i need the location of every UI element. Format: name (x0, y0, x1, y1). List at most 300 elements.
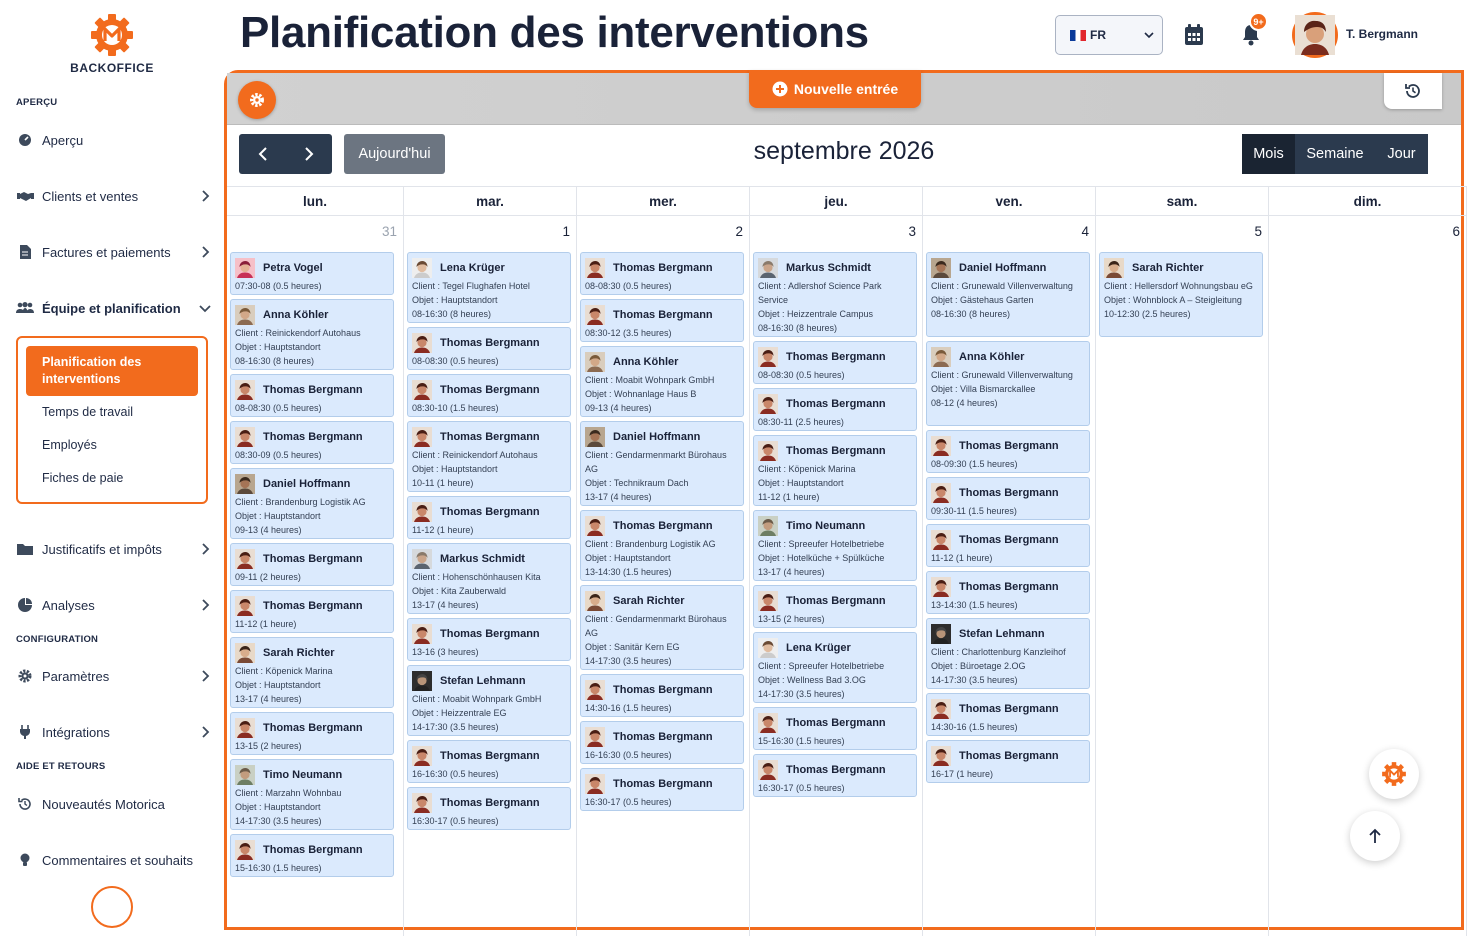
nav-planification-interventions[interactable]: Planification des interventions (26, 346, 198, 396)
event-time: 11-12 (1 heure) (235, 619, 297, 629)
event-card[interactable] (926, 571, 1090, 614)
chevron-right-icon (198, 245, 212, 259)
employee-avatar (235, 380, 255, 400)
event-header (235, 380, 389, 400)
event-employee-name: Thomas Bergmann (440, 797, 540, 809)
event-employee-name: Timo Neumann (786, 520, 866, 532)
day-cell[interactable] (750, 216, 923, 936)
event-time: 07:30-08 (0.5 heures) (235, 281, 322, 291)
employee-avatar (931, 624, 951, 644)
event-time: 15-16:30 (1.5 heures) (758, 736, 845, 746)
employee-avatar (235, 765, 255, 785)
nav-justificatifs[interactable] (16, 535, 212, 563)
assistant-button[interactable] (1369, 749, 1419, 799)
event-card[interactable] (230, 712, 394, 755)
today-button[interactable]: Aujourd'hui (344, 134, 445, 174)
event-time: 09:30-11 (1.5 heures) (931, 506, 1017, 516)
weekday-header: sam. (1096, 186, 1269, 216)
nav-parametres[interactable] (16, 662, 212, 690)
event-employee-name: Lena Krüger (786, 642, 851, 654)
nav-analyses[interactable] (16, 591, 212, 619)
day-number[interactable]: 1 (562, 224, 570, 239)
nav-clients-label: Clients et ventes (42, 188, 139, 204)
event-header (235, 596, 389, 616)
event-card[interactable] (580, 674, 744, 717)
event-time: 08:30-12 (3.5 heures) (585, 328, 672, 338)
event-time: 09-11 (2 heures) (235, 572, 301, 582)
event-detail: Client : Hohenschönhausen Kita (412, 572, 541, 582)
employee-avatar (235, 840, 255, 860)
event-time: 08:30-09 (0.5 heures) (235, 450, 322, 460)
event-header (235, 549, 389, 569)
event-detail: Client : Moabit Wohnpark GmbH (585, 375, 715, 385)
event-employee-name: Anna Köhler (613, 356, 679, 368)
gear-icon (249, 92, 265, 108)
event-card[interactable] (230, 759, 394, 830)
event-time: 11-12 (1 heure) (758, 492, 820, 502)
invoice-icon (16, 244, 34, 260)
submenu-equipe (16, 336, 208, 504)
employee-avatar (412, 502, 432, 522)
employee-avatar (758, 760, 778, 780)
event-employee-name: Thomas Bergmann (786, 717, 886, 729)
chevron-right-icon (198, 669, 212, 683)
employee-avatar (235, 474, 255, 494)
event-time: 14:30-16 (1.5 heures) (931, 722, 1018, 732)
employee-avatar (758, 713, 778, 733)
event-header (235, 258, 389, 278)
event-card[interactable] (407, 421, 571, 492)
event-card[interactable] (230, 374, 394, 417)
nav-integrations-label: Intégrations (42, 724, 110, 740)
event-employee-name: Stefan Lehmann (440, 675, 526, 687)
event-card[interactable] (230, 299, 394, 370)
event-employee-name: Petra Vogel (263, 262, 323, 274)
event-header (412, 624, 566, 644)
event-employee-name: Thomas Bergmann (263, 431, 363, 443)
gear-logo-icon (89, 12, 135, 58)
employee-avatar (931, 530, 951, 550)
event-employee-name: Lena Krüger (440, 262, 505, 274)
section-aide-retours: AIDE ET RETOURS (16, 761, 106, 772)
event-card[interactable] (407, 496, 571, 539)
event-detail: Client : Brandenburg Logistik AG (235, 497, 366, 507)
event-employee-name: Thomas Bergmann (613, 309, 713, 321)
day-number[interactable]: 6 (1452, 224, 1460, 239)
employee-avatar (758, 394, 778, 414)
event-detail: Objet : Büroetage 2.OG (931, 661, 1026, 671)
event-employee-name: Sarah Richter (1132, 262, 1204, 274)
event-header (412, 427, 566, 447)
event-card[interactable] (580, 252, 744, 295)
language-value: FR (1090, 28, 1106, 42)
day-number[interactable]: 2 (735, 224, 743, 239)
event-detail: Client : Marzahn Wohnbau (235, 788, 342, 798)
weekday-header: mer. (577, 186, 750, 216)
event-header (235, 718, 389, 738)
event-card[interactable] (407, 374, 571, 417)
event-employee-name: Thomas Bergmann (613, 262, 713, 274)
event-card[interactable] (1099, 252, 1263, 337)
event-header (931, 436, 1085, 456)
day-cell[interactable] (1096, 216, 1269, 936)
nav-nouveautes[interactable] (16, 790, 212, 818)
event-card[interactable] (230, 834, 394, 877)
event-employee-name: Anna Köhler (959, 351, 1025, 363)
nav-fiches-paie[interactable]: Fiches de paie (42, 471, 124, 485)
section-apercu: APERÇU (16, 97, 58, 108)
employee-avatar (235, 427, 255, 447)
event-time: 13-16 (3 heures) (412, 647, 479, 657)
event-card[interactable] (407, 740, 571, 783)
event-time: 08-08:30 (0.5 heures) (758, 370, 845, 380)
event-header (758, 638, 912, 658)
event-time: 13-15 (2 heures) (235, 741, 302, 751)
employee-avatar (412, 427, 432, 447)
event-employee-name: Daniel Hoffmann (959, 262, 1047, 274)
event-detail: Objet : Wohnanlage Haus B (585, 389, 697, 399)
employee-avatar (585, 305, 605, 325)
weekday-header: ven. (923, 186, 1096, 216)
event-time: 13-14:30 (1.5 heures) (585, 567, 672, 577)
event-card[interactable] (753, 510, 917, 581)
event-detail: Objet : Hauptstandort (585, 553, 671, 563)
event-time: 11-12 (1 heure) (931, 553, 993, 563)
lightbulb-icon (16, 852, 34, 868)
event-time: 13-17 (4 heures) (412, 600, 479, 610)
employee-avatar (931, 258, 951, 278)
event-employee-name: Anna Köhler (263, 309, 329, 321)
event-employee-name: Thomas Bergmann (786, 595, 886, 607)
event-card[interactable] (753, 632, 917, 703)
event-time: 10-11 (1 heure) (412, 478, 474, 488)
new-entry-label: Nouvelle entrée (793, 81, 899, 97)
event-card[interactable] (407, 327, 571, 370)
user-avatar[interactable] (1292, 12, 1338, 58)
employee-avatar (585, 680, 605, 700)
event-employee-name: Sarah Richter (613, 595, 685, 607)
event-detail: Objet : Heizzentrale Campus (758, 309, 874, 319)
nav-equipe-planification[interactable] (16, 294, 212, 322)
event-header (931, 746, 1085, 766)
event-card[interactable] (926, 618, 1090, 689)
user-name[interactable]: T. Bergmann (1346, 27, 1419, 41)
event-card[interactable] (753, 435, 917, 506)
event-time: 13-17 (4 heures) (585, 492, 652, 502)
employee-avatar (585, 727, 605, 747)
event-card[interactable] (407, 665, 571, 736)
chevron-right-icon (198, 725, 212, 739)
event-employee-name: Thomas Bergmann (959, 581, 1059, 593)
event-header (758, 394, 912, 414)
event-time: 08-16:30 (8 heures) (758, 323, 838, 333)
calendar-icon[interactable] (1184, 24, 1204, 51)
nav-commentaires-label: Commentaires et souhaits (42, 852, 194, 868)
employee-avatar (931, 347, 951, 367)
event-employee-name: Thomas Bergmann (613, 778, 713, 790)
employee-avatar (412, 258, 432, 278)
event-header (412, 746, 566, 766)
chevron-right-icon (304, 147, 314, 161)
event-header (1104, 258, 1258, 278)
event-detail: Objet : Hotelküche + Spülküche (758, 553, 885, 563)
employee-avatar (235, 305, 255, 325)
event-card[interactable] (926, 341, 1090, 426)
sidebar (0, 0, 224, 900)
event-card[interactable] (230, 421, 394, 464)
event-card[interactable] (753, 341, 917, 384)
nav-employes[interactable]: Employés (42, 438, 97, 452)
employee-avatar (585, 591, 605, 611)
event-detail: Objet : Wellness Bad 3.OG (758, 675, 866, 685)
event-card[interactable] (580, 585, 744, 670)
event-card[interactable] (407, 787, 571, 830)
event-header (931, 699, 1085, 719)
employee-avatar (758, 258, 778, 278)
employee-avatar (235, 596, 255, 616)
event-card[interactable] (407, 252, 571, 323)
event-card[interactable] (926, 252, 1090, 337)
event-header (585, 591, 739, 611)
day-number[interactable]: 4 (1081, 224, 1089, 239)
event-header (931, 347, 1085, 367)
day-cell[interactable] (404, 216, 577, 936)
pie-chart-icon (16, 597, 34, 613)
employee-avatar (931, 746, 951, 766)
event-time: 09-13 (4 heures) (235, 525, 302, 535)
event-time: 14-17:30 (3.5 heures) (931, 675, 1018, 685)
event-detail: Objet : Wohnblock A – Steigleitung (1104, 295, 1242, 305)
nav-apercu-label: Aperçu (42, 132, 84, 148)
event-card[interactable] (580, 346, 744, 417)
event-time: 13-14:30 (1.5 heures) (931, 600, 1018, 610)
event-time: 10-12:30 (2.5 heures) (1104, 309, 1191, 319)
employee-avatar (412, 793, 432, 813)
event-detail: Client : Brandenburg Logistik AG (585, 539, 716, 549)
employee-avatar (412, 746, 432, 766)
prev-month-button[interactable] (239, 134, 286, 174)
nav-parametres-label: Paramètres (42, 668, 110, 684)
event-detail: Client : Gendarmenmarkt Bürohaus AG (585, 450, 727, 474)
view-week-button[interactable]: Semaine (1295, 134, 1375, 174)
view-day-button[interactable]: Jour (1375, 134, 1428, 174)
nav-analyses-label: Analyses (42, 597, 95, 613)
event-card[interactable] (926, 740, 1090, 783)
event-header (931, 530, 1085, 550)
event-detail: Objet : Kita Zauberwald (412, 586, 507, 596)
event-detail: Client : Moabit Wohnpark GmbH (412, 694, 542, 704)
weekday-header: jeu. (750, 186, 923, 216)
dashboard-icon (16, 132, 34, 148)
event-header (585, 680, 739, 700)
event-header (931, 624, 1085, 644)
event-employee-name: Thomas Bergmann (613, 684, 713, 696)
french-flag-icon (1070, 30, 1086, 41)
nav-factures-label: Factures et paiements (42, 244, 171, 260)
employee-avatar (931, 577, 951, 597)
event-time: 13-17 (4 heures) (758, 567, 825, 577)
nav-factures[interactable] (16, 238, 212, 266)
event-employee-name: Thomas Bergmann (263, 553, 363, 565)
event-employee-name: Thomas Bergmann (959, 440, 1059, 452)
event-card[interactable] (230, 468, 394, 539)
event-detail: Objet : Hauptstandort (235, 680, 321, 690)
view-month-button[interactable]: Mois (1242, 134, 1295, 174)
event-card[interactable] (580, 768, 744, 811)
next-month-button[interactable] (286, 134, 332, 174)
event-employee-name: Thomas Bergmann (263, 384, 363, 396)
day-number[interactable]: 31 (381, 224, 397, 239)
event-detail: Objet : Heizzentrale EG (412, 708, 507, 718)
event-card[interactable] (580, 510, 744, 581)
page-title: Planification des interventions (240, 8, 869, 57)
employee-avatar (758, 516, 778, 536)
nav-clients-ventes[interactable] (16, 182, 212, 210)
event-header (585, 427, 739, 447)
event-header (931, 258, 1085, 278)
employee-avatar (758, 441, 778, 461)
nav-integrations[interactable] (16, 718, 212, 746)
event-header (235, 305, 389, 325)
day-number[interactable]: 5 (1254, 224, 1262, 239)
event-card[interactable] (753, 754, 917, 797)
event-time: 09-13 (4 heures) (585, 403, 652, 413)
employee-avatar (931, 699, 951, 719)
day-cell[interactable] (227, 216, 404, 936)
nav-commentaires[interactable] (16, 846, 212, 874)
employee-avatar (412, 624, 432, 644)
event-detail: Client : Charlottenburg Kanzleihof (931, 647, 1066, 657)
event-header (412, 380, 566, 400)
event-card[interactable] (926, 693, 1090, 736)
employee-avatar (585, 516, 605, 536)
event-employee-name: Thomas Bergmann (613, 731, 713, 743)
event-time: 14:30-16 (1.5 heures) (585, 703, 672, 713)
event-detail: Objet : Villa Bismarckallee (931, 384, 1036, 394)
event-employee-name: Thomas Bergmann (440, 506, 540, 518)
event-time: 08-16:30 (8 heures) (931, 309, 1011, 319)
event-employee-name: Thomas Bergmann (440, 628, 540, 640)
event-time: 08-09:30 (1.5 heures) (931, 459, 1018, 469)
event-employee-name: Markus Schmidt (440, 553, 525, 565)
event-card[interactable] (926, 524, 1090, 567)
employee-avatar (585, 774, 605, 794)
event-detail: Objet : Sanitär Kern EG (585, 642, 680, 652)
event-header (585, 305, 739, 325)
event-card[interactable] (580, 721, 744, 764)
nav-apercu[interactable] (16, 126, 212, 154)
event-header (412, 671, 566, 691)
event-detail: Client : Reinickendorf Autohaus (412, 450, 538, 460)
event-card[interactable] (580, 421, 744, 506)
event-time: 08-08:30 (0.5 heures) (585, 281, 672, 291)
event-card[interactable] (926, 477, 1090, 520)
employee-avatar (585, 427, 605, 447)
employee-avatar (412, 380, 432, 400)
event-header (235, 765, 389, 785)
event-header (758, 760, 912, 780)
new-entry-button[interactable] (749, 70, 921, 108)
event-card[interactable] (753, 585, 917, 628)
event-card[interactable] (230, 252, 394, 295)
event-detail: Objet : Gästehaus Garten (931, 295, 1034, 305)
day-cell[interactable] (577, 216, 750, 936)
event-detail: Objet : Hauptstandort (235, 511, 321, 521)
nav-equipe-label: Équipe et planification (42, 300, 181, 316)
event-card[interactable] (753, 252, 917, 337)
event-card[interactable] (407, 543, 571, 614)
sidebar-collapse-button[interactable] (91, 886, 133, 928)
scroll-top-button[interactable] (1350, 811, 1400, 861)
event-employee-name: Thomas Bergmann (786, 445, 886, 457)
event-employee-name: Thomas Bergmann (786, 351, 886, 363)
brand-name: BACKOFFICE (70, 61, 154, 75)
event-header (758, 713, 912, 733)
event-time: 14-17:30 (3.5 heures) (412, 722, 499, 732)
chevron-right-icon (198, 542, 212, 556)
chevron-right-icon (198, 189, 212, 203)
weekday-header: mar. (404, 186, 577, 216)
history-button[interactable] (1384, 73, 1442, 109)
day-cell[interactable] (923, 216, 1096, 936)
event-employee-name: Thomas Bergmann (959, 487, 1059, 499)
language-select[interactable] (1055, 15, 1163, 55)
event-time: 08-16:30 (8 heures) (235, 356, 315, 366)
planning-panel (224, 70, 1464, 930)
event-detail: Client : Grunewald Villenverwaltung (931, 281, 1073, 291)
brand-logo[interactable] (62, 12, 162, 75)
employee-avatar (758, 347, 778, 367)
event-card[interactable] (580, 299, 744, 342)
event-detail: Client : Spreeufer Hotelbetriebe (758, 661, 885, 671)
settings-button[interactable] (238, 81, 276, 119)
event-card[interactable] (230, 543, 394, 586)
event-time: 15-16:30 (1.5 heures) (235, 863, 322, 873)
event-employee-name: Thomas Bergmann (440, 337, 540, 349)
event-employee-name: Thomas Bergmann (786, 398, 886, 410)
event-time: 08-12 (4 heures) (931, 398, 998, 408)
employee-avatar (412, 333, 432, 353)
history-icon (1404, 82, 1422, 100)
event-card[interactable] (753, 388, 917, 431)
event-time: 16-16:30 (0.5 heures) (412, 769, 499, 779)
event-card[interactable] (230, 637, 394, 708)
event-employee-name: Sarah Richter (263, 647, 335, 659)
event-time: 08:30-11 (2.5 heures) (758, 417, 844, 427)
event-card[interactable] (407, 618, 571, 661)
event-detail: Client : Spreeufer Hotelbetriebe (758, 539, 885, 549)
plus-circle-icon (772, 81, 788, 97)
event-time: 13-17 (4 heures) (235, 694, 302, 704)
event-employee-name: Daniel Hoffmann (613, 431, 701, 443)
event-card[interactable] (926, 430, 1090, 473)
day-number[interactable]: 3 (908, 224, 916, 239)
event-card[interactable] (230, 590, 394, 633)
event-header (758, 347, 912, 367)
event-time: 14-17:30 (3.5 heures) (235, 816, 322, 826)
event-header (235, 427, 389, 447)
event-header (235, 840, 389, 860)
event-time: 08-08:30 (0.5 heures) (235, 403, 322, 413)
nav-temps-travail[interactable]: Temps de travail (42, 405, 134, 419)
event-time: 16-17 (1 heure) (931, 769, 994, 779)
event-header (235, 474, 389, 494)
notification-badge: 9+ (1249, 12, 1268, 31)
event-header (412, 258, 566, 278)
event-employee-name: Thomas Bergmann (613, 520, 713, 532)
event-time: 08-08:30 (0.5 heures) (412, 356, 499, 366)
event-card[interactable] (753, 707, 917, 750)
